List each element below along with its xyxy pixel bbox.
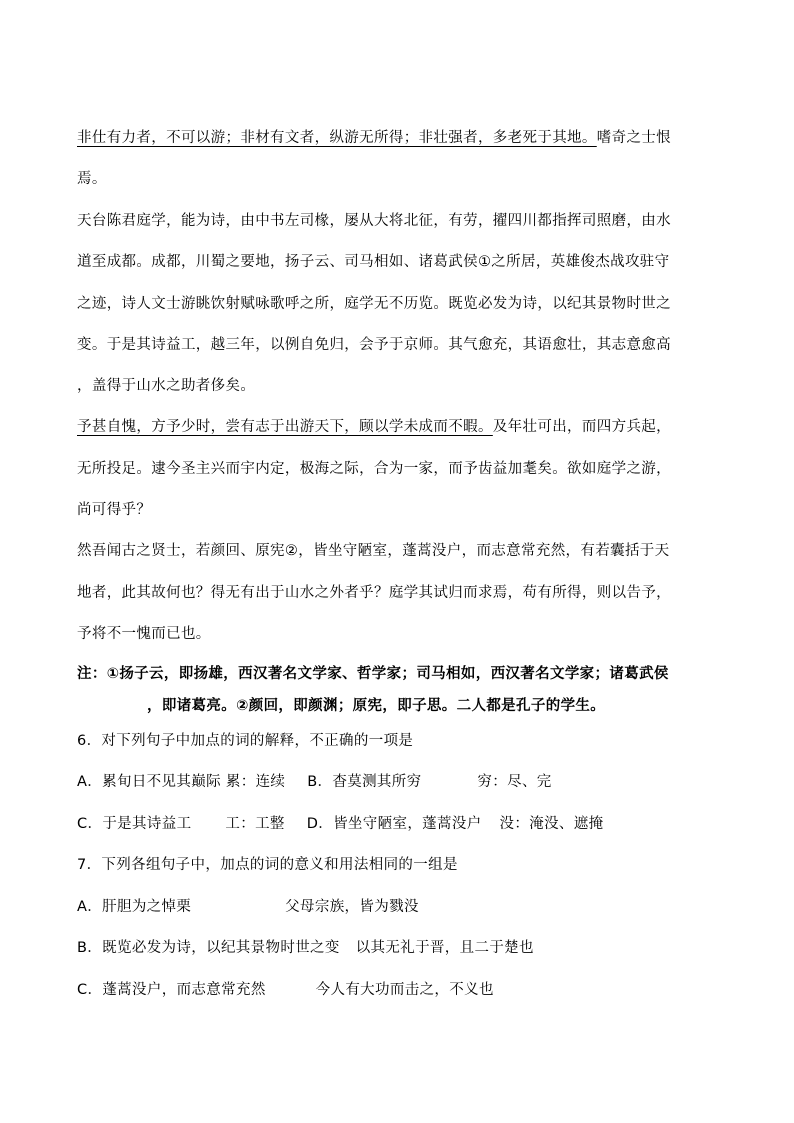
question-6-options-ab: [77, 772, 552, 792]
option-a-sentence1: A．肝胆为之悼栗: [77, 899, 192, 915]
passage-p4-line3: 予将不一愧而已也。: [77, 626, 211, 642]
underlined-sentence: 予甚自愧，方予少时，尝有志于出游天下，顾以学未成而不暇。: [77, 419, 493, 435]
question-6-options-cd: [77, 814, 603, 834]
text-span: 嗜奇之士恨: [596, 130, 671, 146]
option-c-gloss: 工：工整: [225, 816, 285, 832]
footnote-line1: 注：①扬子云，即扬雄，西汉著名文学家、哲学家；司马相如，西汉著名文学家；诸葛武侯: [77, 666, 669, 682]
passage-p3-line1: [77, 417, 671, 437]
question-7-stem: 7．下列各组句子中，加点的词的意义和用法相同的一组是: [77, 857, 458, 873]
option-b: B．杳莫测其所穷: [307, 774, 422, 790]
passage-p2-line4: 变。于是其诗益工，越三年，以例自免归，会予于京师。其气愈充，其语愈壮，其志意愈高: [77, 337, 671, 353]
passage-p4-line2: 地者，此其故何也？得无有出于山水之外者乎？庭学其试归而求焉，苟有所得，则以告予，: [77, 585, 671, 601]
question-7-option-b: [77, 938, 534, 958]
question-7-option-a: [77, 897, 419, 917]
option-b-sentence2: 以其无礼于晋，且二于楚也: [355, 940, 534, 956]
option-d: D．皆坐守陋室，蓬蒿没户: [306, 816, 482, 832]
option-a-sentence2: 父母宗族，皆为戮没: [285, 899, 419, 915]
passage-p2-line2: 道至成都。成都，川蜀之要地，扬子云、司马相如、诸葛武侯①之所居，英雄俊杰战攻驻守: [77, 254, 670, 270]
text-span: 及年壮可出，而四方兵起，: [492, 419, 672, 435]
passage-p2-line1: 天台陈君庭学，能为诗，由中书左司椽，屡从大将北征，有劳，擢四川都指挥司照磨，由水: [77, 213, 671, 229]
passage-p2-line3: 之迹，诗人文士游眺饮射赋咏歌呼之所，庭学无不历览。既览必发为诗，以纪其景物时世之: [77, 296, 671, 312]
underlined-sentence: 非仕有力者，不可以游；非材有文者，纵游无所得；非壮强者，多老死于其地。: [77, 130, 597, 146]
passage-p3-line3: 尚可得乎？: [77, 502, 152, 518]
passage-p3-line2: 无所投足。逮今圣主兴而宇内定，极海之际，合为一家，而予齿益加耄矣。欲如庭学之游，: [77, 461, 671, 477]
passage-p2-line5: ，盖得于山水之助者侈矣。: [77, 378, 256, 394]
option-a: A．累旬日不见其巅际 累：连续: [77, 774, 286, 790]
passage-p1-line2: 焉。: [77, 171, 107, 187]
question-6-stem: 6．对下列句子中加点的词的解释，不正确的一项是: [77, 733, 414, 749]
passage-p4-line1: 然吾闻古之贤士，若颜回、原宪②，皆坐守陋室，蓬蒿没户，而志意常充然，有若囊括于天: [77, 543, 670, 559]
option-c-sentence1: C．蓬蒿没户，而志意常充然: [77, 982, 266, 998]
option-d-gloss: 没：淹没、遮掩: [499, 816, 604, 832]
passage-p1-line1: [77, 128, 671, 148]
option-c: C．于是其诗益工: [77, 816, 192, 832]
option-b-gloss: 穷：尽、完: [477, 774, 552, 790]
option-b-sentence1: B．既览必发为诗，以纪其景物时世之变: [77, 940, 340, 956]
question-7-option-c: [77, 980, 494, 1000]
footnote-line2: ，即诸葛亮。②颜回，即颜渊；原宪，即子思。二人都是孔子的学生。: [147, 698, 606, 714]
option-c-sentence2: 今人有大功而击之，不义也: [315, 982, 494, 998]
